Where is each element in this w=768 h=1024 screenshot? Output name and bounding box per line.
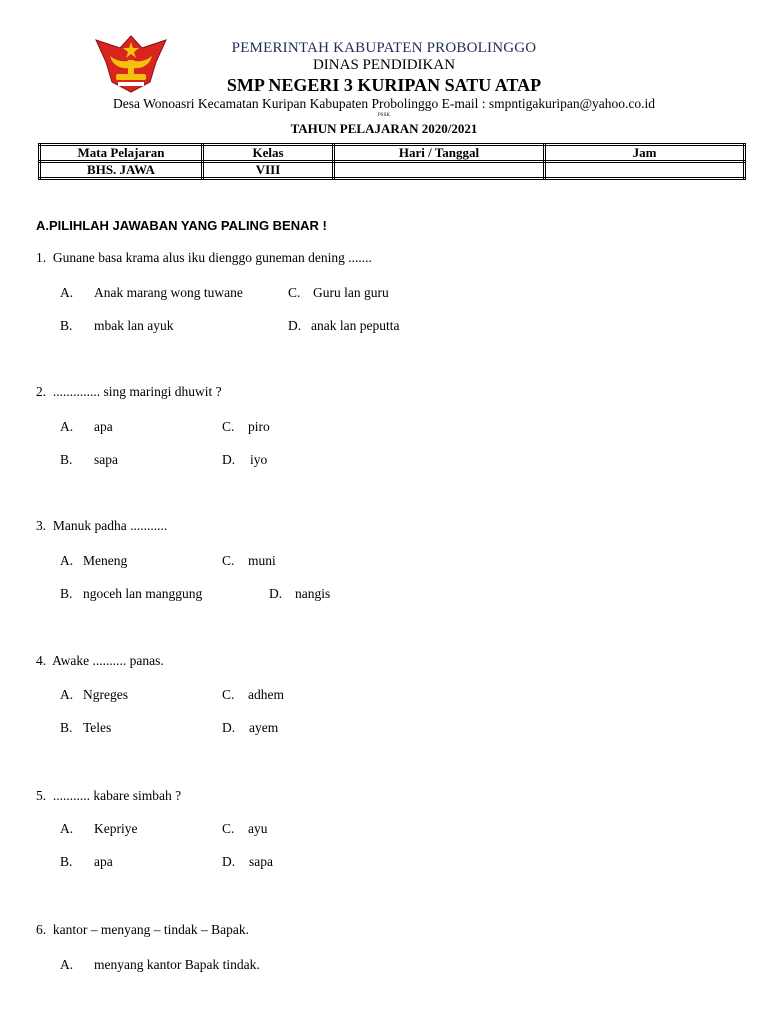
option-text: Teles bbox=[83, 720, 112, 735]
option-label: D. bbox=[288, 318, 302, 333]
option-label: C. bbox=[222, 687, 235, 702]
option-label: B. bbox=[60, 318, 73, 333]
question-text: ........... kabare simbah ? bbox=[52, 788, 182, 803]
option-label: A. bbox=[60, 821, 74, 836]
option-label: B. bbox=[60, 720, 73, 735]
question-number: 2. bbox=[36, 384, 47, 399]
option-label: A. bbox=[60, 285, 74, 300]
option-text: Guru lan guru bbox=[313, 285, 389, 300]
question-6 bbox=[36, 922, 249, 938]
table-cell: BHS. JAWA bbox=[40, 162, 203, 179]
option-label: D. bbox=[222, 720, 236, 735]
option-text: anak lan peputta bbox=[311, 318, 400, 333]
question-text: kantor – menyang – tindak – Bapak. bbox=[52, 922, 249, 937]
option-label: B. bbox=[60, 854, 73, 869]
question-3 bbox=[36, 518, 167, 534]
table-header-cell: Hari / Tanggal bbox=[334, 145, 545, 162]
option-label: B. bbox=[60, 586, 73, 601]
exam-info-table bbox=[38, 143, 746, 180]
section-letter: A. bbox=[36, 218, 49, 233]
table-row bbox=[40, 162, 745, 179]
question-text: Gunane basa krama alus iku dienggo guneman dening ....... bbox=[52, 250, 372, 265]
option-label: D. bbox=[269, 586, 283, 601]
option-text: Kepriye bbox=[94, 821, 138, 836]
question-2 bbox=[36, 384, 222, 400]
question-1 bbox=[36, 250, 372, 266]
option-label: D. bbox=[222, 452, 236, 467]
header-school-name: SMP NEGERI 3 KURIPAN SATU ATAP bbox=[226, 75, 542, 95]
table-header-cell: Mata Pelajaran bbox=[40, 145, 203, 162]
option-label: B. bbox=[60, 452, 73, 467]
header-government: PEMERINTAH KABUPATEN PROBOLINGGO bbox=[231, 40, 537, 56]
question-text: Manuk padha ........... bbox=[52, 518, 168, 533]
option-text: sapa bbox=[249, 854, 273, 869]
option-text: ayem bbox=[249, 720, 279, 735]
option-text: sapa bbox=[94, 452, 118, 467]
question-4 bbox=[36, 653, 164, 669]
table-header-cell: Kelas bbox=[203, 145, 334, 162]
table-header-cell: Jam bbox=[545, 145, 745, 162]
question-number: 6. bbox=[36, 922, 47, 937]
option-label: A. bbox=[60, 687, 74, 702]
question-text: .............. sing maringi dhuwit ? bbox=[52, 384, 222, 399]
question-number: 3. bbox=[36, 518, 47, 533]
table-cell bbox=[545, 162, 745, 179]
question-text: Awake .......... panas. bbox=[52, 653, 164, 668]
section-heading bbox=[36, 218, 327, 233]
option-text: nangis bbox=[295, 586, 331, 601]
table-cell: VIII bbox=[203, 162, 334, 179]
question-number: 4. bbox=[36, 653, 47, 668]
option-label: C. bbox=[222, 419, 235, 434]
option-label: C. bbox=[288, 285, 301, 300]
header-department: DINAS PENDIDIKAN bbox=[312, 57, 456, 73]
question-5 bbox=[36, 788, 181, 804]
option-label: A. bbox=[60, 957, 74, 972]
table-cell bbox=[334, 162, 545, 179]
option-text: menyang kantor Bapak tindak. bbox=[94, 957, 260, 972]
option-label: A. bbox=[60, 553, 74, 568]
option-label: A. bbox=[60, 419, 74, 434]
question-number: 5. bbox=[36, 788, 47, 803]
option-text: muni bbox=[248, 553, 276, 568]
table-header-row bbox=[40, 145, 745, 162]
option-text: mbak lan ayuk bbox=[94, 318, 174, 333]
option-text: Anak marang wong tuwane bbox=[94, 285, 243, 300]
header-academic-year: TAHUN PELAJARAN 2020/2021 bbox=[290, 121, 478, 136]
question-number: 1. bbox=[36, 250, 47, 265]
option-text: iyo bbox=[250, 452, 268, 467]
section-title: PILIHLAH JAWABAN YANG PALING BENAR ! bbox=[49, 218, 327, 233]
option-text: ayu bbox=[248, 821, 268, 836]
option-text: Meneng bbox=[83, 553, 128, 568]
option-text: piro bbox=[248, 419, 270, 434]
option-text: Ngreges bbox=[83, 687, 128, 702]
option-text: adhem bbox=[248, 687, 284, 702]
header-tiny-text: PSSK bbox=[378, 113, 390, 118]
option-text: apa bbox=[94, 854, 113, 869]
option-label: C. bbox=[222, 553, 235, 568]
header-address: Desa Wonoasri Kecamatan Kuripan Kabupaten Probolinggo E-mail : smpntigakuripan@yahoo.co.id bbox=[113, 96, 655, 111]
option-text: apa bbox=[94, 419, 113, 434]
option-label: C. bbox=[222, 821, 235, 836]
option-label: D. bbox=[222, 854, 236, 869]
option-text: ngoceh lan manggung bbox=[83, 586, 203, 601]
